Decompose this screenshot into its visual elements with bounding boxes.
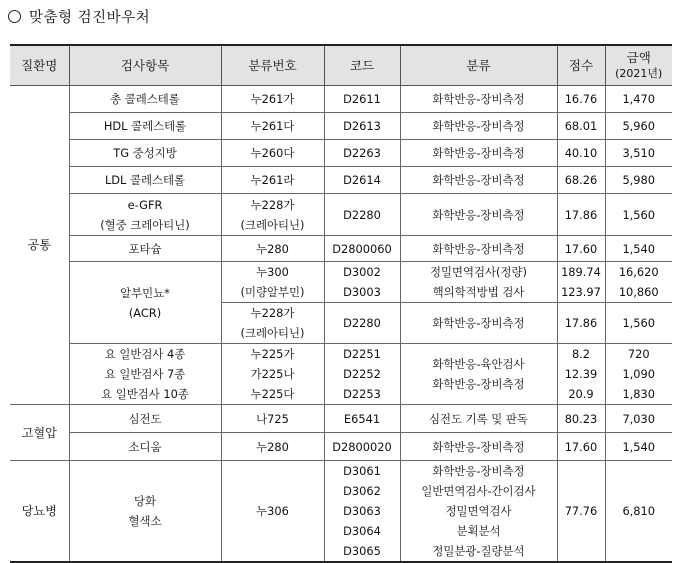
category-hypertension: 고혈압	[10, 405, 69, 461]
cell-score: 17.60	[557, 236, 605, 262]
cell-code: D3061 D3062 D3063 D3064 D3065	[324, 461, 400, 563]
cell-code: D2280	[324, 194, 400, 236]
cell-class-no: 누228가 (크레아티닌)	[221, 303, 324, 344]
cell-item: TG 중성지방	[69, 140, 221, 167]
cell-amount: 7,030	[605, 405, 672, 433]
table-row	[10, 236, 672, 262]
cell-class-no: 누280	[221, 433, 324, 461]
cell-item: HDL 콜레스테롤	[69, 113, 221, 140]
table-row	[10, 140, 672, 167]
cell-item: 소디움	[69, 433, 221, 461]
table-row	[10, 461, 672, 563]
cell-score: 17.86	[557, 194, 605, 236]
cell-amount: 3,510	[605, 140, 672, 167]
header-score: 점수	[557, 45, 605, 86]
cell-code: D2611	[324, 86, 400, 113]
cell-class-no: 누261라	[221, 167, 324, 194]
cell-class-no: 누261가	[221, 86, 324, 113]
cell-amount: 16,620 10,860	[605, 262, 672, 303]
circle-bullet-icon	[8, 10, 21, 23]
cell-category: 화학반응-장비측정 일반면역검사-간이검사 정밀면역검사 분획분석 정밀분광-질량분석	[400, 461, 557, 563]
cell-category: 화학반응-장비측정	[400, 236, 557, 262]
table-row	[10, 167, 672, 194]
header-class-no: 분류번호	[221, 45, 324, 86]
table-row	[10, 433, 672, 461]
header-disease: 질환명	[10, 45, 69, 86]
cell-code: D2614	[324, 167, 400, 194]
table-row	[10, 344, 672, 405]
cell-class-no: 누280	[221, 236, 324, 262]
cell-class-no: 누260다	[221, 140, 324, 167]
cell-score: 68.26	[557, 167, 605, 194]
cell-code: D2800060	[324, 236, 400, 262]
cell-amount: 1,560	[605, 194, 672, 236]
cell-category: 화학반응-장비측정	[400, 194, 557, 236]
cell-item: 알부민뇨* (ACR)	[69, 262, 221, 344]
cell-score: 68.01	[557, 113, 605, 140]
header-code: 코드	[324, 45, 400, 86]
cell-amount: 1,540	[605, 433, 672, 461]
table-row	[10, 262, 672, 303]
header-amount: 금액 (2021년)	[605, 45, 672, 86]
cell-category: 심전도 기록 및 판독	[400, 405, 557, 433]
cell-class-no: 누261다	[221, 113, 324, 140]
cell-class-no: 누306	[221, 461, 324, 563]
cell-amount: 1,540	[605, 236, 672, 262]
cell-item: 심전도	[69, 405, 221, 433]
cell-item: e-GFR (혈중 크레아티닌)	[69, 194, 221, 236]
cell-category: 화학반응-장비측정	[400, 167, 557, 194]
voucher-table	[10, 44, 672, 563]
cell-item: 총 콜레스테롤	[69, 86, 221, 113]
cell-code: D2800020	[324, 433, 400, 461]
header-category: 분류	[400, 45, 557, 86]
cell-amount: 6,810	[605, 461, 672, 563]
cell-category: 화학반응-장비측정	[400, 140, 557, 167]
table-row	[10, 86, 672, 113]
cell-amount: 1,470	[605, 86, 672, 113]
cell-score: 8.2 12.39 20.9	[557, 344, 605, 405]
cell-code: D2263	[324, 140, 400, 167]
cell-amount: 720 1,090 1,830	[605, 344, 672, 405]
cell-score: 77.76	[557, 461, 605, 563]
cell-category: 정밀면역검사(정량) 핵의학적방법 검사	[400, 262, 557, 303]
cell-category: 화학반응-육안검사 화학반응-장비측정	[400, 344, 557, 405]
cell-score: 17.86	[557, 303, 605, 344]
cell-code: D2251 D2252 D2253	[324, 344, 400, 405]
cell-class-no: 누225가 가225나 누225다	[221, 344, 324, 405]
header-row	[10, 45, 672, 86]
cell-code: E6541	[324, 405, 400, 433]
cell-amount: 5,960	[605, 113, 672, 140]
cell-item: 요 일반검사 4종 요 일반검사 7종 요 일반검사 10종	[69, 344, 221, 405]
cell-category: 화학반응-장비측정	[400, 86, 557, 113]
category-common: 공통	[10, 86, 69, 405]
table-row	[10, 113, 672, 140]
cell-item: 당화 혈색소	[69, 461, 221, 563]
cell-class-no: 나725	[221, 405, 324, 433]
category-diabetes: 당뇨병	[10, 461, 69, 563]
table-row	[10, 194, 672, 236]
cell-class-no: 누228가 (크레아티닌)	[221, 194, 324, 236]
cell-item: LDL 콜레스테롤	[69, 167, 221, 194]
cell-score: 17.60	[557, 433, 605, 461]
cell-code: D2280	[324, 303, 400, 344]
cell-score: 40.10	[557, 140, 605, 167]
cell-item: 포타슘	[69, 236, 221, 262]
cell-class-no: 누300 (미량알부민)	[221, 262, 324, 303]
page-title: 맞춤형 검진바우처	[8, 6, 150, 27]
cell-score: 16.76	[557, 86, 605, 113]
table-row	[10, 405, 672, 433]
cell-amount: 1,560	[605, 303, 672, 344]
cell-score: 80.23	[557, 405, 605, 433]
cell-category: 화학반응-장비측정	[400, 433, 557, 461]
cell-code: D3002 D3003	[324, 262, 400, 303]
cell-score: 189.74 123.97	[557, 262, 605, 303]
cell-category: 화학반응-장비측정	[400, 303, 557, 344]
cell-amount: 5,980	[605, 167, 672, 194]
cell-category: 화학반응-장비측정	[400, 113, 557, 140]
cell-code: D2613	[324, 113, 400, 140]
header-item: 검사항목	[69, 45, 221, 86]
